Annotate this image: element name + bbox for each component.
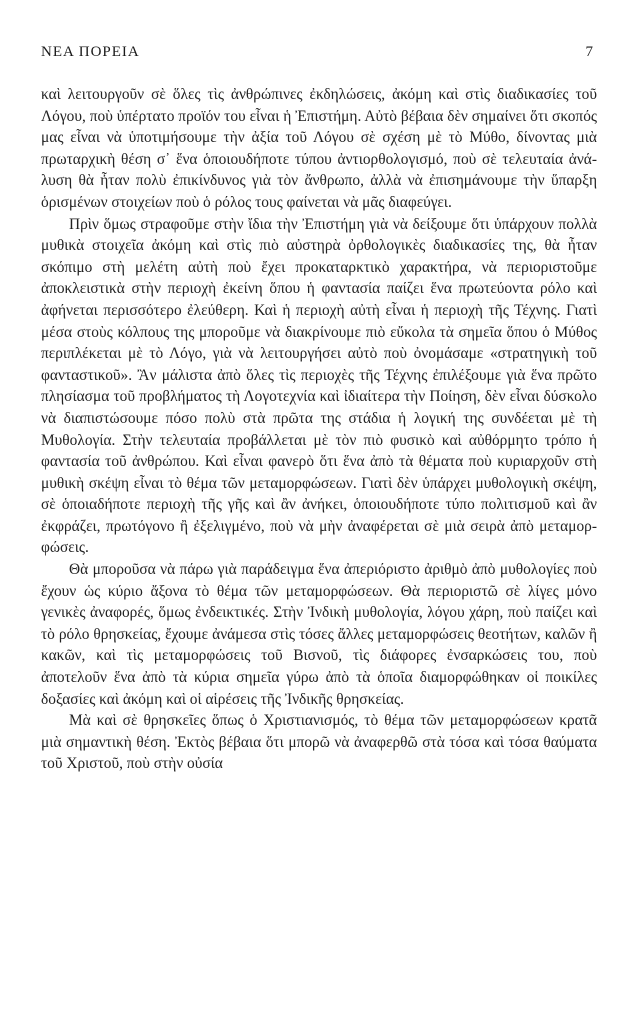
paragraph: καὶ λειτουργοῦν σὲ ὅλες τὶς ἀνθρώπινες ἐκδηλώσεις, ἀκόμη καὶ στὶς διαδικασίες τοῦ Λόγου, ποὺ ὑπέρτατο προϊόν του εἶναι ἡ Ἐπιστήμη. Αὐτὸ βέβαια δὲν σημαίνει ὅτι σκοπός μας εἶναι νὰ ὑποτιμήσουμε τὴν ἀξία τοῦ Λόγου σὲ σχέση μὲ τὸ Μύθο, δίνοντας μιὰ πρωταρχικὴ θέση σ᾽ ἕνα ὁποιουδήποτε τύπου ἀντιορθολογισμό, ποὺ σὲ τελευταία ἀνάλυση θὰ ἦταν πολὺ ἐπικίνδυνος γιὰ τὸν ἄνθρωπο, ἀλλὰ νὰ ἐπισημάνουμε τὴν ὕπαρξη ὁρισμένων στοιχείων ποὺ ὁ ρόλος τους φαίνεται νὰ μᾶς διαφεύγει.: [41, 86, 597, 211]
paragraph: Θὰ μποροῦσα νὰ πάρω γιὰ παράδειγμα ἕνα ἀπεριόριστο ἀριθμὸ ἀπὸ μυθολογίες ποὺ ἔχουν ὡς κύριο ἄξονα τὸ θέμα τῶν μεταμορφώσεων. Θὰ περιοριστῶ σὲ λίγες μόνο γενικὲς ἀναφορές, ὅμως ἐνδεικτικές. Στὴν Ἰνδικὴ μυθολογία, λόγου χάρη, ποὺ παίζει καὶ τὸ ρόλο θρησκείας, ἔχουμε ἀνάμεσα στὶς τόσες ἄλλες μεταμορφώσεις θεοτήτων, καλῶν ἢ κακῶν, καὶ τὶς μεταμορφώσεις τοῦ Βισνοῦ, τὶς διάφορες ἐνσαρκώσεις του, ποὺ ἀποτελοῦν ἕνα ἀπὸ τὰ κύρια σημεῖα γύρω ἀπὸ τὰ ὁποῖα διαμορφώθηκαν οἱ ποικίλες δοξασίες καὶ ἀκόμη καὶ οἱ αἱρέσεις τῆς Ἰνδικῆς θρησκείας.: [41, 561, 597, 708]
running-head: [41, 44, 597, 66]
body-text: [41, 84, 597, 775]
page-number: 7: [585, 44, 593, 60]
running-title: ΝΕΑ ΠΟΡΕΙΑ: [41, 44, 140, 60]
paragraph: Πρὶν ὅμως στραφοῦμε στὴν ἴδια τὴν Ἐπιστήμη γιὰ νὰ δείξουμε ὅτι ὑπάρχουν πολλὰ μυθικὰ στοιχεῖα ἀκόμη καὶ στὶς πιὸ αὐστηρὰ ὀρθολογικὲς διαδικασίες της, θὰ ἦταν σκόπιμο στὴ μελέτη αὐτὴ ποὺ ἔχει προκαταρκτικὸ χαρακτήρα, νὰ περιοριστοῦμε ἀποκλειστικὰ στὴν περιοχὴ ἐκείνη ὅπου ἡ φαντασία παίζει ἕνα πρωτεύοντα ρόλο καὶ ἀφήνεται περισσότερο ἐλεύθερη. Καὶ ἡ περιοχὴ αὐτὴ εἶναι ἡ περιοχὴ τῆς Τέχνης. Γιατὶ μέσα στοὺς κόλπους της μποροῦμε νὰ διακρίνουμε πιὸ εὔκολα τὰ σημεῖα ὅπου ὁ Μύθος περιπλέκεται μὲ τὸ Λόγο, γιὰ νὰ λειτουργήσει αὐτὸ ποὺ ὀνομάσαμε «στρατηγικὴ τοῦ φανταστικοῦ». Ἂν μάλιστα ἀπὸ ὅλες τὶς περιοχὲς τῆς Τέχνης ἐπιλέξουμε γιὰ ἕνα πρῶτο πλησίασμα τοῦ προβλήματος τὴ Λογοτεχνία καὶ ἰδιαίτερα τὴν Ποίηση, δὲν εἶναι δύσκολο νὰ διαπιστώσουμε πόσο πολὺ στὰ πρῶτα της στάδια ἡ λογική της συνδέεται μὲ τὴ Μυθολογία. Στὴν τελευταία προβάλλεται μὲ τὸν πιὸ φυσικὸ καὶ αὐθόρμητο τρόπο ἡ φαντασία τοῦ ἀνθρώπου. Καὶ εἶναι φανερὸ ὅτι ἕνα ἀπὸ τὰ θέματα ποὺ κυριαρχοῦν στὴ μυθικὴ σκέψη εἶναι τὸ θέμα τῶν μεταμορφώσεων. Γιατὶ δὲν ὑπάρχει μυθολογικὴ σκέψη, σὲ ὁποιαδήποτε περιοχὴ τῆς γῆς καὶ ἂν ἀνήκει, ὁποιουδήποτε τύπο πολιτισμοῦ καὶ ἂν ἐκφράζει, πρωτόγονο ἢ ἐξελιγμένο, ποὺ νὰ μὴν ἀναφέρεται σὲ μιὰ σειρὰ ἀπὸ μεταμορφώσεις.: [41, 215, 597, 557]
paragraph: Μὰ καὶ σὲ θρησκεῖες ὅπως ὁ Χριστιανισμός, τὸ θέμα τῶν μεταμορφώσεων κρατᾶ μιὰ σημαντικὴ θέση. Ἐκτὸς βέβαια ὅτι μπορῶ νὰ ἀναφερθῶ στὰ τόσα καὶ τόσα θαύματα τοῦ Χριστοῦ, ποὺ στὴν οὐσία: [41, 712, 597, 773]
